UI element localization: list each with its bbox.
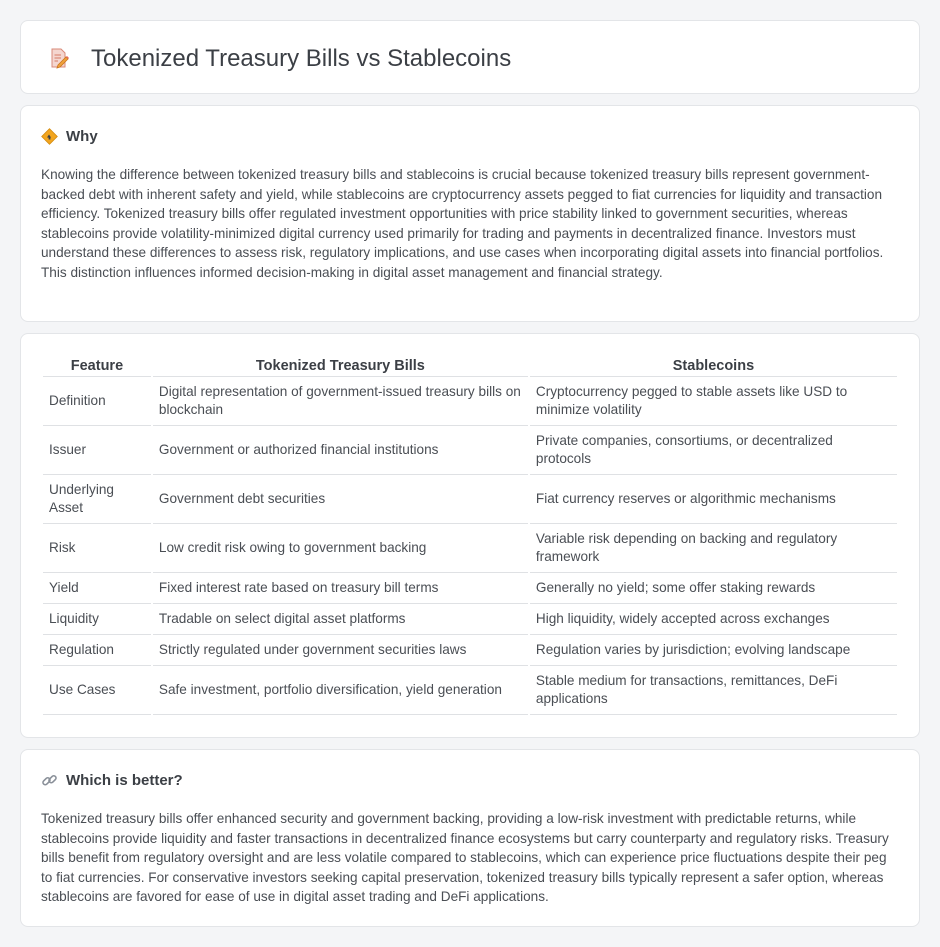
feature-cell: Underlying Asset <box>43 475 151 524</box>
table-row <box>43 635 897 666</box>
table-row <box>43 573 897 604</box>
diamond-sign-icon <box>41 128 58 145</box>
stablecoins-cell: Generally no yield; some offer staking rewards <box>530 573 897 604</box>
stablecoins-cell: Stable medium for transactions, remittances, DeFi applications <box>530 666 897 715</box>
table-row <box>43 475 897 524</box>
stablecoins-cell: Fiat currency reserves or algorithmic mechanisms <box>530 475 897 524</box>
tbills-cell: Government or authorized financial institutions <box>153 426 528 475</box>
page-title: Tokenized Treasury Bills vs Stablecoins <box>91 45 512 72</box>
tbills-cell: Government debt securities <box>153 475 528 524</box>
tbills-cell: Safe investment, portfolio diversification, yield generation <box>153 666 528 715</box>
why-heading-label: Why <box>66 128 98 145</box>
tbills-cell: Digital representation of government-issued treasury bills on blockchain <box>153 377 528 426</box>
feature-cell: Liquidity <box>43 604 151 635</box>
feature-cell: Use Cases <box>43 666 151 715</box>
table-header-row <box>43 354 897 377</box>
tbills-cell: Fixed interest rate based on treasury bill terms <box>153 573 528 604</box>
stablecoins-cell: High liquidity, widely accepted across exchanges <box>530 604 897 635</box>
stablecoins-cell: Variable risk depending on backing and regulatory framework <box>530 524 897 573</box>
table-row <box>43 666 897 715</box>
table-row <box>43 377 897 426</box>
tbills-cell: Tradable on select digital asset platforms <box>153 604 528 635</box>
document-edit-icon <box>47 46 71 70</box>
title-card <box>20 20 920 94</box>
why-paragraph: Knowing the difference between tokenized treasury bills and stablecoins is crucial because tokenized treasury bills represent government-backed debt with inherent safety and yield, while stablecoins are cryptocurrency assets pegged to fiat currencies for liquidity and transaction efficiency. Tokenized treasury bills offer regulated investment opportunities with price stability linked to government securities, whereas stablecoins provide volatility-minimized digital currency used primarily for trading and payments in decentralized finance. Investors must understand these differences to assess risk, regulatory implications, and use cases when incorporating digital assets into financial portfolios. This distinction influences informed decision-making in digital asset management and financial strategy. <box>41 167 884 280</box>
tbills-cell: Strictly regulated under government securities laws <box>153 635 528 666</box>
better-heading-label: Which is better? <box>66 772 183 789</box>
feature-cell: Definition <box>43 377 151 426</box>
better-heading <box>41 772 183 789</box>
feature-cell: Issuer <box>43 426 151 475</box>
feature-cell: Risk <box>43 524 151 573</box>
header-tokenized-treasury-bills: Tokenized Treasury Bills <box>153 354 528 377</box>
comparison-table <box>41 354 899 715</box>
table-row <box>43 426 897 475</box>
table-row <box>43 604 897 635</box>
stablecoins-cell: Private companies, consortiums, or decentralized protocols <box>530 426 897 475</box>
feature-cell: Regulation <box>43 635 151 666</box>
why-heading <box>41 128 98 145</box>
header-feature: Feature <box>43 354 151 377</box>
feature-cell: Yield <box>43 573 151 604</box>
stablecoins-cell: Regulation varies by jurisdiction; evolving landscape <box>530 635 897 666</box>
tbills-cell: Low credit risk owing to government backing <box>153 524 528 573</box>
link-icon <box>41 772 58 789</box>
stablecoins-cell: Cryptocurrency pegged to stable assets like USD to minimize volatility <box>530 377 897 426</box>
comparison-section <box>20 333 920 738</box>
table-row <box>43 524 897 573</box>
which-is-better-section <box>20 749 920 927</box>
why-section <box>20 105 920 322</box>
better-paragraph: Tokenized treasury bills offer enhanced security and government backing, providing a low-risk investment with predictable returns, while stablecoins provide liquidity and faster transactions in decentralized finance ecosystems but carry counterparty and regulatory risks. Treasury bills benefit from regulatory oversight and are less volatile compared to stablecoins, which can experience price fluctuations despite their peg to fiat currencies. For conservative investors seeking capital preservation, tokenized treasury bills typically represent a safer option, whereas stablecoins are favored for ease of use in digital asset trading and DeFi applications. <box>41 811 889 905</box>
header-stablecoins: Stablecoins <box>530 354 897 377</box>
